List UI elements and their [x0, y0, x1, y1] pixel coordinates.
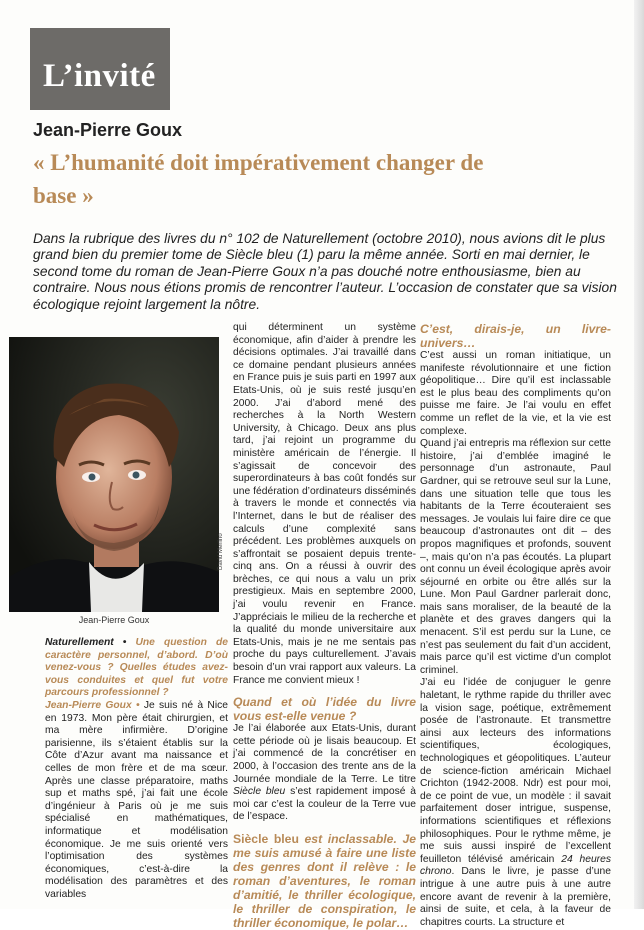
question-text: est inclassable. Je me suis amusé à faire une liste des genres dont il relève : le roman d’aventures, le roman d’amitié, le thriller écologique, le thriller de conspiration, le thriller économique, le polar… — [233, 831, 416, 930]
photo-credit: David Merlino — [218, 533, 224, 570]
book-title: Siècle bleu — [233, 831, 299, 846]
answer-paragraph-2: Quand j’ai entrepris ma réflexion sur cette histoire, j’ai d’emblée imaginé le personnage d’un astronaute, Paul Gardner, qui se retrouve seul sur la Lune, dans une situation telle que tous les habitants de la Terre écouteraient ses messages. Je voulais lui faire dire ce que beaucoup d’astronautes ont dit – des propos magnifiques et profonds, souvent –, mais qu’on n’a pas écoutés. La plupart ont connu un éveil écologique après avoir séjourné en orbite ou être allés sur la Lune. Mon Paul Gardner parlerait donc, mais sans moraliser, de la beauté de la planète et des graves dangers qui la menacent. S’il est perdu sur la Lune, ce n’est pas seulement du fait d’un accident, mais parce qu’il est victime d’un complot criminel. — [420, 438, 611, 676]
answer-text: s’est rapidement imposé à moi car c’est la couleur de la Terre vue de l’espace. — [233, 786, 416, 823]
answer-continued: qui déterminent un système économique, afin d’aider à prendre les décisions optimales. J’ai travaillé dans ce domaine pendant plusieurs années en France puis je suis parti en 1997 aux Etats-Unis, où je suis resté jusqu’en 2000. J’ai d’abord mené des recherches à la North Western University, à Chicago. Deux ans plus tard, j’ai rejoint un programme du ministère américain de l’énergie. Il s’agissait de concevoir des superordinateurs à bas coût fondés sur une fédération d’ordinateurs disséminés à travers le monde et connectés via l’Internet, dans le but de réaliser des calculs d’une complexité sans précédent. Les problèmes auxquels on s’affrontait se posaient depuis trente-cinq ans. On a réussi à ouvrir des brèches, ce qui nous a valu un prix prestigieux. Mais en septembre 2000, j’ai voulu revenir en France. J’appréciais le milieu de la recherche et la qualité du monde universitaire aux Etats-Unis, mais je ne me sentais pas proche du pays culturellement. J’avais besoin d’un vrai rapport aux valeurs. La France me convient mieux ! — [233, 322, 416, 686]
photo-caption: Jean-Pierre Goux — [78, 615, 150, 625]
answer-paragraph-3 — [420, 677, 611, 929]
author-name: Jean-Pierre Goux — [33, 120, 183, 140]
page-edge — [634, 0, 644, 909]
author-photo — [9, 337, 219, 612]
lead-paragraph: Dans la rubrique des livres du n° 102 de Naturellement (octobre 2010), nous avions dit le plus grand bien du premier tome de Siècle bleu (1) paru la même année. Sorti en mai dernier, le second tome du roman de Jean-Pierre Goux n’a pas douché notre enthousiasme, bien au contraire. Nous nous étions promis de rencontrer l’auteur. L’occasion de constater que sa vision écologique rejoint largement la nôtre. — [33, 231, 617, 312]
answer-paragraph-1: C’est aussi un roman initiatique, un manifeste révolutionnaire et une fiction géopolitique… Dire qu’il est inclassable est le plus beau des compliments qu’on puisse me faire. Je l’ai voulu en effet comme un reflet de la vie, et la vie est complexe. — [420, 350, 611, 437]
interview-question-2: Quand et où l’idée du livre vous est-elle venue ? — [233, 695, 416, 724]
answer-text: Je suis né à Nice en 1973. Mon père était chirurgien, et ma mère infirmière. D’origine parisienne, ils s’étaient établis sur la Côte d’Azur avant ma naissance et celles de mon frère et de ma sœur. Après une classe préparatoire, maths sup et maths spé, j’ai fait une école d’ingénieur à Paris où je me suis spécialisé en mathématiques, informatique et modélisation économique. Je me suis orienté vers l’optimisation des systèmes économiques, c’est-à-dire la modélisation des paramètres et des variables — [45, 699, 228, 900]
show-title: 24 heures chrono — [420, 853, 611, 878]
column-2 — [233, 322, 416, 930]
answer-text: J’ai eu l’idée de conjuguer le genre haletant, le rythme rapide du thriller avec la vision sage, poétique, extrêmement posée de l’astronaute. Et transmettre ainsi aux lecteurs des informations scientifiques, écologiques, technologiques et géopolitiques. L’auteur de science-fiction américain Michael Crichton (1942-2008. Ndr) est pour moi, de ce point de vue, un modèle : il savait parfaitement doser intrigue, suspense, informations scientifiques et réflexions philosophiques. Pour le rythme même, je me suis aussi inspiré de l’excellent feuilleton télévisé américain — [420, 677, 611, 865]
portrait-image — [9, 337, 219, 612]
interview-answer-1 — [45, 700, 228, 902]
answer-text: Je l’ai élaborée aux Etats-Unis, durant cette période où je lisais beaucoup. Et j’ai commencé de la concrétiser en 2000, à l’occasion des trente ans de la Journée mondiale de la Terre. Le titre — [233, 723, 416, 785]
interview-answer-2 — [233, 723, 416, 824]
speaker-label: Jean-Pierre Goux • — [45, 699, 140, 711]
interview-question-4: C’est, dirais-je, un livre-univers… — [420, 322, 611, 350]
headline: « L’humanité doit impérativement changer de base » — [33, 150, 484, 208]
speaker-label: Naturellement • — [45, 637, 127, 648]
interview-question-3 — [233, 832, 416, 930]
answer-text: . Dans le livre, je passe d’une intrigue à une autre puis à une autre encore avant de revenir à la première, ainsi de suite, et cela, à la faveur de chapitres courts. La structure et — [420, 866, 611, 928]
book-title: Siècle bleu — [233, 786, 286, 798]
column-1 — [45, 637, 228, 901]
column-3 — [420, 322, 611, 929]
question-text: Une question de caractère personnel, d’abord. D’où venez-vous ? Quelles études avez-vous conduites et quel fut votre parcours professionnel ? — [45, 637, 228, 699]
rubric-title: L’invité — [43, 58, 156, 94]
interview-question-1 — [45, 637, 228, 700]
